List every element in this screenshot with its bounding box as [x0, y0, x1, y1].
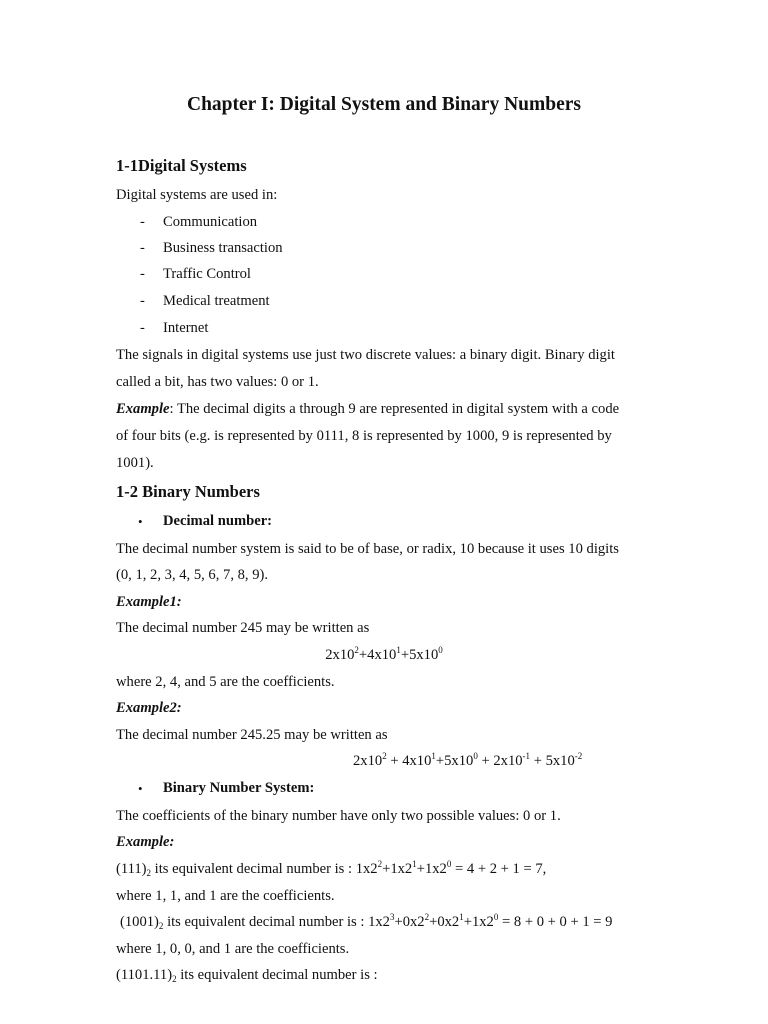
bullet-icon: • — [138, 514, 143, 529]
formula-exponent: 2 — [354, 645, 359, 655]
base-subscript: 2 — [146, 868, 152, 878]
formula-term: +5x10 — [435, 753, 474, 769]
formula-term: + 2x10 — [477, 753, 523, 769]
list-dash: - — [140, 266, 145, 282]
paragraph-line: where 1, 1, and 1 are the coefficients. — [116, 888, 335, 904]
formula-exponent: 1 — [459, 912, 464, 922]
formula-245-25 — [353, 753, 582, 770]
formula-exponent: 0 — [438, 645, 443, 655]
formula-term: + 5x10 — [530, 753, 575, 769]
section-heading-digital-systems: 1-1Digital Systems — [116, 156, 247, 175]
chapter-title: Chapter I: Digital System and Binary Numbers — [187, 94, 581, 115]
paragraph-line: called a bit, has two values: 0 or 1. — [116, 374, 319, 390]
example-text: : The decimal digits a through 9 are represented in digital system with a code — [169, 401, 620, 417]
paragraph-line: (0, 1, 2, 3, 4, 5, 6, 7, 8, 9). — [116, 567, 269, 583]
binary-number: (111) — [116, 861, 147, 877]
example2-label: Example2: — [116, 700, 182, 716]
formula-term: +1x2 — [463, 914, 494, 930]
list-item: Communication — [163, 214, 258, 230]
binary-number: (1001) — [120, 914, 159, 930]
formula-term: +1x2 — [382, 861, 413, 877]
formula-term: its equivalent decimal number is : 1x2 — [163, 914, 390, 930]
formula-term: its equivalent decimal number is : 1x2 — [151, 861, 378, 877]
formula-term: +5x10 — [400, 647, 439, 663]
formula-exponent: 0 — [446, 859, 452, 869]
formula-exponent: 1 — [412, 859, 417, 869]
paragraph-line: The decimal number 245.25 may be written as — [116, 727, 388, 743]
formula-exponent: -2 — [574, 751, 583, 761]
binary-example-1001 — [120, 914, 612, 931]
paragraph-line: where 2, 4, and 5 are the coefficients. — [116, 674, 335, 690]
subheading-decimal-number: Decimal number: — [163, 513, 273, 529]
formula-exponent: 2 — [382, 751, 387, 761]
paragraph-line: The decimal number system is said to be of base, or radix, 10 because it uses 10 digits — [116, 541, 619, 557]
bullet-icon: • — [138, 781, 143, 796]
intro-text: Digital systems are used in: — [116, 187, 278, 203]
formula-result: = 4 + 2 + 1 = 7, — [451, 861, 547, 877]
example1-label: Example1: — [116, 594, 182, 610]
paragraph-line: where 1, 0, 0, and 1 are the coefficients. — [116, 941, 350, 957]
formula-term: +4x10 — [358, 647, 397, 663]
formula-term: +1x2 — [416, 861, 447, 877]
list-item: Medical treatment — [163, 293, 270, 309]
binary-example-111 — [116, 861, 546, 878]
example-label: Example — [116, 401, 170, 417]
paragraph-line: The signals in digital systems use just two discrete values: a binary digit. Binary digit — [116, 347, 615, 363]
formula-term: +0x2 — [394, 914, 425, 930]
example-paragraph-line — [116, 401, 619, 418]
formula-exponent: 0 — [473, 751, 478, 761]
formula-term: its equivalent decimal number is : — [176, 967, 378, 983]
formula-term: 2x10 — [325, 647, 355, 663]
formula-exponent: 1 — [431, 751, 436, 761]
paragraph-line: The coefficients of the binary number have only two possible values: 0 or 1. — [116, 808, 561, 824]
paragraph-line: The decimal number 245 may be written as — [116, 620, 370, 636]
formula-exponent: 0 — [493, 912, 499, 922]
example-label: Example: — [116, 834, 175, 850]
formula-245 — [0, 647, 768, 664]
list-dash: - — [140, 214, 145, 230]
binary-number: (1101.11) — [116, 967, 173, 983]
formula-term: +0x2 — [429, 914, 460, 930]
base-subscript: 2 — [172, 974, 177, 984]
list-dash: - — [140, 320, 145, 336]
formula-exponent: 2 — [424, 912, 430, 922]
subheading-binary-number-system: Binary Number System: — [163, 780, 315, 796]
formula-exponent: 3 — [389, 912, 395, 922]
formula-term: + 4x10 — [386, 753, 432, 769]
formula-result: = 8 + 0 + 0 + 1 = 9 — [498, 914, 613, 930]
formula-exponent: 2 — [377, 859, 383, 869]
list-item: Business transaction — [163, 240, 283, 256]
base-subscript: 2 — [158, 921, 164, 931]
paragraph-line: 1001). — [116, 455, 154, 471]
binary-example-1101-11 — [116, 967, 378, 984]
paragraph-line: of four bits (e.g. is represented by 0111, 8 is represented by 1000, 9 is represented by — [116, 428, 612, 444]
list-dash: - — [140, 293, 145, 309]
list-dash: - — [140, 240, 145, 256]
formula-term: 2x10 — [353, 753, 383, 769]
list-item: Internet — [163, 320, 209, 336]
formula-exponent: -1 — [522, 751, 531, 761]
list-item: Traffic Control — [163, 266, 251, 282]
section-heading-binary-numbers: 1-2 Binary Numbers — [116, 482, 260, 501]
formula-exponent: 1 — [396, 645, 401, 655]
